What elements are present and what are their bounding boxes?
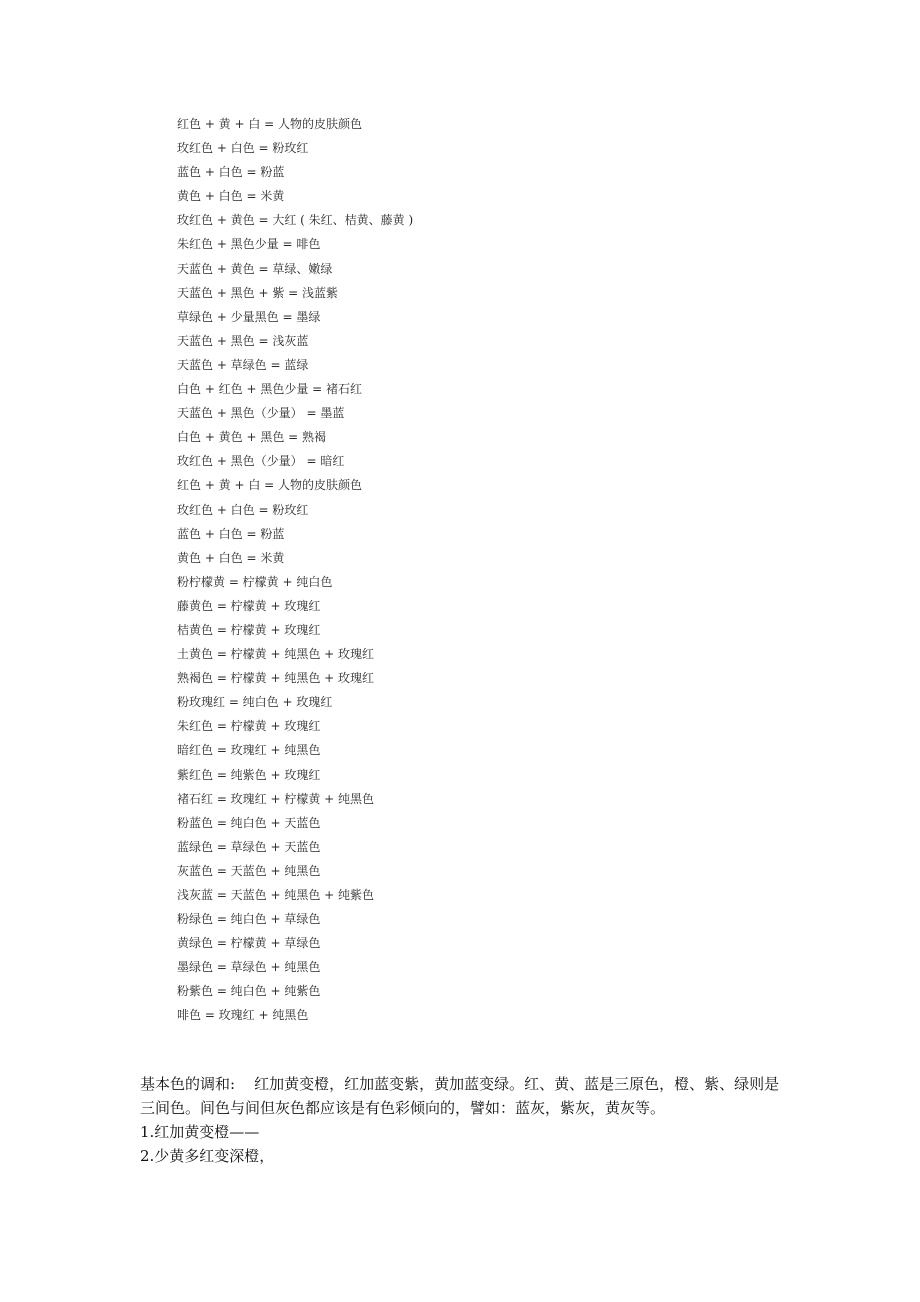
formula-line: 暗红色 = 玫瑰红 + 纯黑色 bbox=[177, 743, 321, 758]
formula-line: 土黄色 = 柠檬黄 + 纯黑色 + 玫瑰红 bbox=[177, 647, 375, 662]
formula-line: 熟褐色 = 柠檬黄 + 纯黑色 + 玫瑰红 bbox=[177, 671, 375, 686]
formula-line: 黄色 + 白色 = 米黄 bbox=[177, 550, 285, 565]
formula-line: 藤黄色 = 柠檬黄 + 玫瑰红 bbox=[177, 598, 321, 613]
formula-line: 天蓝色 + 黑色 + 紫 = 浅蓝紫 bbox=[177, 285, 339, 300]
formula-line: 粉蓝色 = 纯白色 + 天蓝色 bbox=[177, 815, 321, 830]
formula-line: 桔黄色 = 柠檬黄 + 玫瑰红 bbox=[177, 622, 321, 637]
formula-line: 粉柠檬黄 = 柠檬黄 + 纯白色 bbox=[177, 574, 333, 589]
formula-line: 天蓝色 + 黑色（少量） = 墨蓝 bbox=[177, 406, 345, 421]
formula-line: 朱红色 + 黑色少量 = 啡色 bbox=[177, 237, 321, 252]
formula-line: 玫红色 + 黑色（少量） = 暗红 bbox=[177, 454, 345, 469]
formula-line: 天蓝色 + 黄色 = 草绿、嫩绿 bbox=[177, 261, 333, 276]
formula-line: 蓝绿色 = 草绿色 + 天蓝色 bbox=[177, 839, 321, 854]
formula-line: 啡色 = 玫瑰红 + 纯黑色 bbox=[177, 1008, 309, 1023]
formula-line: 墨绿色 = 草绿色 + 纯黑色 bbox=[177, 960, 321, 975]
formula-line: 红色 + 黄 + 白 = 人物的皮肤颜色 bbox=[177, 117, 363, 131]
formula-line: 草绿色 + 少量黑色 = 墨绿 bbox=[177, 309, 321, 324]
formula-line: 粉紫色 = 纯白色 + 纯紫色 bbox=[177, 984, 321, 999]
formula-line: 蓝色 + 白色 = 粉蓝 bbox=[177, 526, 285, 541]
formula-line: 灰蓝色 = 天蓝色 + 纯黑色 bbox=[177, 863, 321, 878]
formula-line: 红色 + 黄 + 白 = 人物的皮肤颜色 bbox=[177, 478, 363, 493]
formula-line: 黄绿色 = 柠檬黄 + 草绿色 bbox=[177, 936, 321, 951]
numbered-item-2: 2.少黄多红变深橙， bbox=[140, 1147, 275, 1165]
formula-line: 天蓝色 + 草绿色 = 蓝绿 bbox=[177, 357, 309, 372]
formula-line: 玫红色 + 白色 = 粉玫红 bbox=[177, 141, 309, 156]
formula-line: 蓝色 + 白色 = 粉蓝 bbox=[177, 165, 285, 180]
color-mixing-formula-list bbox=[177, 112, 413, 1028]
formula-line: 朱红色 = 柠檬黄 + 玫瑰红 bbox=[177, 719, 321, 734]
numbered-item-1: 1.红加黄变橙—— bbox=[140, 1123, 260, 1141]
color-harmony-section bbox=[140, 1072, 790, 1168]
formula-line: 紫红色 = 纯紫色 + 玫瑰红 bbox=[177, 767, 321, 782]
formula-line: 白色 + 黄色 + 黑色 = 熟褐 bbox=[177, 430, 327, 445]
formula-line: 玫红色 + 白色 = 粉玫红 bbox=[177, 502, 309, 517]
formula-line: 褚石红 = 玫瑰红 + 柠檬黄 + 纯黑色 bbox=[177, 791, 375, 806]
formula-line: 白色 + 红色 + 黑色少量 = 褚石红 bbox=[177, 382, 363, 397]
formula-line: 粉玫瑰红 = 纯白色 + 玫瑰红 bbox=[177, 695, 333, 710]
formula-line: 天蓝色 + 黑色 = 浅灰蓝 bbox=[177, 333, 309, 348]
basic-color-harmony-paragraph: 基本色的调和: 红加黄变橙，红加蓝变紫，黄加蓝变绿。红、黄、蓝是三原色，橙、紫、绿则是三间色。间色与间但灰色都应该是有色彩倾向的，譬如：蓝灰，紫灰，黄灰等。 bbox=[140, 1075, 780, 1117]
formula-line: 玫红色 + 黄色 = 大红 ( 朱红、桔黄、藤黄 ) bbox=[177, 213, 414, 228]
formula-line: 粉绿色 = 纯白色 + 草绿色 bbox=[177, 912, 321, 927]
formula-line: 黄色 + 白色 = 米黄 bbox=[177, 189, 285, 204]
formula-line: 浅灰蓝 = 天蓝色 + 纯黑色 + 纯紫色 bbox=[177, 888, 375, 902]
